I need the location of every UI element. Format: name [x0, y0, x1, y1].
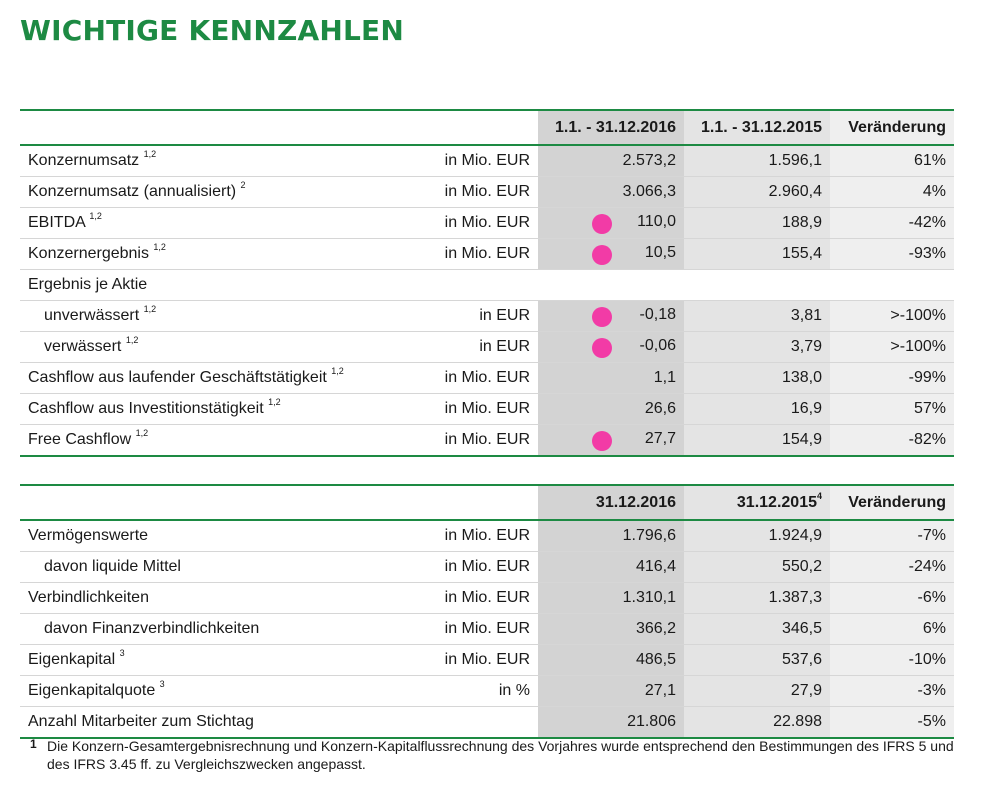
row-change: -7%	[830, 520, 954, 552]
table-header-row	[20, 110, 954, 145]
header-label-cell	[20, 485, 432, 520]
footnote-ref: 1,2	[89, 211, 102, 221]
row-unit: in Mio. EUR	[432, 363, 538, 394]
footnote-ref: 3	[159, 679, 165, 689]
value-2016-text: 10,5	[644, 243, 676, 261]
row-change: 4%	[830, 177, 954, 208]
row-value-2016	[538, 707, 684, 739]
value-2016-text: 1.310,1	[622, 589, 676, 606]
header-2016: 1.1. - 31.12.2016	[538, 110, 684, 145]
row-label-cell	[20, 583, 432, 614]
row-label: verwässert	[44, 338, 122, 355]
row-label: Konzernergebnis	[28, 245, 149, 262]
row-value-2016	[538, 552, 684, 583]
row-unit: in Mio. EUR	[432, 425, 538, 457]
value-2016-text: 27,7	[644, 429, 676, 447]
table-row	[20, 177, 954, 208]
value-2016-text: 1,1	[653, 369, 676, 386]
value-2016-text: 416,4	[635, 558, 676, 575]
row-value-2015: 2.960,4	[684, 177, 830, 208]
row-value-2016	[538, 583, 684, 614]
row-label: Vermögenswerte	[28, 527, 149, 544]
row-change: -24%	[830, 552, 954, 583]
row-value-2016	[538, 394, 684, 425]
row-label-cell	[20, 239, 432, 270]
row-label-cell	[20, 425, 432, 457]
row-change: -10%	[830, 645, 954, 676]
row-value-2015: 537,6	[684, 645, 830, 676]
highlight-marker-dot	[592, 338, 612, 358]
value-2016-text: 2.573,2	[622, 152, 676, 169]
row-label-cell	[20, 270, 432, 301]
row-change: 61%	[830, 145, 954, 177]
row-change: -82%	[830, 425, 954, 457]
value-2016-text: -0,18	[639, 305, 676, 323]
row-value-2016	[538, 676, 684, 707]
table-row	[20, 270, 954, 301]
footnote-ref: 1,2	[135, 428, 149, 438]
page-title: WICHTIGE KENNZAHLEN	[20, 14, 404, 47]
value-2016-text: 110,0	[637, 212, 676, 230]
row-label: Eigenkapital	[28, 651, 116, 668]
table-row	[20, 145, 954, 177]
header-footnote-ref: 4	[816, 490, 822, 501]
table-row	[20, 208, 954, 239]
row-unit: in %	[432, 676, 538, 707]
table-row	[20, 707, 954, 739]
value-2016-text: 366,2	[635, 620, 676, 637]
row-unit: in Mio. EUR	[432, 145, 538, 177]
table-row	[20, 552, 954, 583]
row-label: davon liquide Mittel	[44, 558, 181, 575]
value-2016-text: 3.066,3	[622, 183, 676, 200]
header-change: Veränderung	[830, 485, 954, 520]
row-unit: in Mio. EUR	[432, 614, 538, 645]
row-change: 57%	[830, 394, 954, 425]
row-value-2016	[538, 208, 684, 239]
row-unit: in Mio. EUR	[432, 239, 538, 270]
row-label-cell	[20, 208, 432, 239]
table-row	[20, 332, 954, 363]
row-unit: in Mio. EUR	[432, 583, 538, 614]
row-label: Cashflow aus Investitionstätigkeit	[28, 400, 264, 417]
row-change: -93%	[830, 239, 954, 270]
row-label-cell	[20, 177, 432, 208]
row-value-2015: 27,9	[684, 676, 830, 707]
row-value-2016	[538, 145, 684, 177]
row-value-2016	[538, 614, 684, 645]
row-unit: in Mio. EUR	[432, 177, 538, 208]
row-value-2015: 3,79	[684, 332, 830, 363]
footnote-ref: 1,2	[125, 335, 139, 345]
row-change	[830, 270, 954, 301]
row-label: Verbindlichkeiten	[28, 589, 149, 606]
row-label: EBITDA	[28, 214, 85, 231]
highlight-marker-dot	[592, 307, 612, 327]
highlight-marker-dot	[592, 245, 612, 265]
row-unit: in Mio. EUR	[432, 645, 538, 676]
table-row	[20, 520, 954, 552]
row-value-2015: 16,9	[684, 394, 830, 425]
footnote-ref: 1,2	[143, 304, 157, 314]
kennzahlen-table-period	[20, 109, 954, 457]
highlight-marker-dot	[592, 214, 612, 234]
row-label: davon Finanzverbindlichkeiten	[44, 620, 260, 637]
header-unit-cell	[432, 110, 538, 145]
footnote-ref: 3	[119, 648, 125, 658]
row-label-cell	[20, 676, 432, 707]
header-2016: 31.12.2016	[538, 485, 684, 520]
table-row	[20, 394, 954, 425]
value-2016-text: 27,1	[644, 682, 676, 699]
row-value-2015: 22.898	[684, 707, 830, 739]
table-row	[20, 425, 954, 457]
footnote-mark: 1	[30, 737, 37, 751]
row-unit: in Mio. EUR	[432, 552, 538, 583]
row-value-2015: 550,2	[684, 552, 830, 583]
table-row	[20, 239, 954, 270]
row-label: Cashflow aus laufender Geschäftstätigkeit	[28, 369, 327, 386]
row-unit	[432, 707, 538, 739]
row-change: >-100%	[830, 332, 954, 363]
table-row	[20, 363, 954, 394]
footnote-ref: 1,2	[268, 397, 281, 407]
row-value-2015: 1.596,1	[684, 145, 830, 177]
footnote-ref: 1,2	[143, 149, 157, 159]
table-row	[20, 614, 954, 645]
row-value-2016	[538, 239, 684, 270]
row-value-2015: 1.387,3	[684, 583, 830, 614]
row-label: Konzernumsatz (annualisiert)	[28, 183, 237, 200]
row-label: Ergebnis je Aktie	[28, 276, 148, 293]
row-label: Eigenkapitalquote	[28, 682, 156, 699]
row-label: Anzahl Mitarbeiter zum Stichtag	[28, 713, 254, 730]
row-label: unverwässert	[44, 307, 140, 324]
header-2015-text: 31.12.2015	[736, 493, 817, 511]
row-label-cell	[20, 301, 432, 332]
row-label-cell	[20, 363, 432, 394]
row-unit: in Mio. EUR	[432, 208, 538, 239]
row-label-cell	[20, 552, 432, 583]
row-unit: in Mio. EUR	[432, 520, 538, 552]
table-row	[20, 676, 954, 707]
row-value-2015: 346,5	[684, 614, 830, 645]
row-value-2015: 1.924,9	[684, 520, 830, 552]
row-value-2015: 138,0	[684, 363, 830, 394]
table-row	[20, 583, 954, 614]
table-row	[20, 301, 954, 332]
value-2016-text: 26,6	[644, 400, 676, 417]
row-label: Free Cashflow	[28, 431, 132, 448]
row-value-2015	[684, 270, 830, 301]
row-value-2016	[538, 301, 684, 332]
header-change: Veränderung	[830, 110, 954, 145]
row-label: Konzernumsatz	[28, 152, 140, 169]
row-value-2016	[538, 332, 684, 363]
row-value-2015: 154,9	[684, 425, 830, 457]
row-value-2016	[538, 177, 684, 208]
row-change: -99%	[830, 363, 954, 394]
row-change: -3%	[830, 676, 954, 707]
highlight-marker-dot	[592, 431, 612, 451]
row-change: -5%	[830, 707, 954, 739]
row-value-2016	[538, 645, 684, 676]
header-2015-text: 1.1. - 31.12.2015	[701, 118, 822, 136]
kennzahlen-table-balance	[20, 484, 954, 739]
header-unit-cell	[432, 485, 538, 520]
row-unit	[432, 270, 538, 301]
row-label-cell	[20, 332, 432, 363]
header-label-cell	[20, 110, 432, 145]
row-label-cell	[20, 520, 432, 552]
row-value-2016	[538, 425, 684, 457]
row-value-2016	[538, 520, 684, 552]
row-value-2016	[538, 270, 684, 301]
row-change: -6%	[830, 583, 954, 614]
footnote-ref: 2	[240, 180, 246, 190]
footnote	[30, 737, 960, 773]
row-label-cell	[20, 707, 432, 739]
header-2015	[684, 110, 830, 145]
row-unit: in EUR	[432, 332, 538, 363]
row-value-2015: 3,81	[684, 301, 830, 332]
footnote-text: Die Konzern-Gesamtergebnisrechnung und Konzern-Kapitalflussrechnung des Vorjahres wurde entsprechend den Bestimmungen des IFRS 5 und des IFRS 3.45 ff. zu Vergleichszwecken angepasst.	[47, 738, 954, 772]
row-label-cell	[20, 394, 432, 425]
row-value-2015: 155,4	[684, 239, 830, 270]
row-change: -42%	[830, 208, 954, 239]
row-value-2015: 188,9	[684, 208, 830, 239]
value-2016-text: 1.796,6	[622, 527, 676, 544]
value-2016-text: 21.806	[627, 713, 676, 730]
footnote-ref: 1,2	[153, 242, 166, 252]
row-change: 6%	[830, 614, 954, 645]
row-unit: in EUR	[432, 301, 538, 332]
footnote-ref: 1,2	[331, 366, 344, 376]
header-2015	[684, 485, 830, 520]
table-row	[20, 645, 954, 676]
row-unit: in Mio. EUR	[432, 394, 538, 425]
row-value-2016	[538, 363, 684, 394]
value-2016-text: 486,5	[635, 651, 676, 668]
value-2016-text: -0,06	[639, 336, 676, 354]
row-label-cell	[20, 645, 432, 676]
row-label-cell	[20, 145, 432, 177]
row-change: >-100%	[830, 301, 954, 332]
row-label-cell	[20, 614, 432, 645]
table-header-row	[20, 485, 954, 520]
